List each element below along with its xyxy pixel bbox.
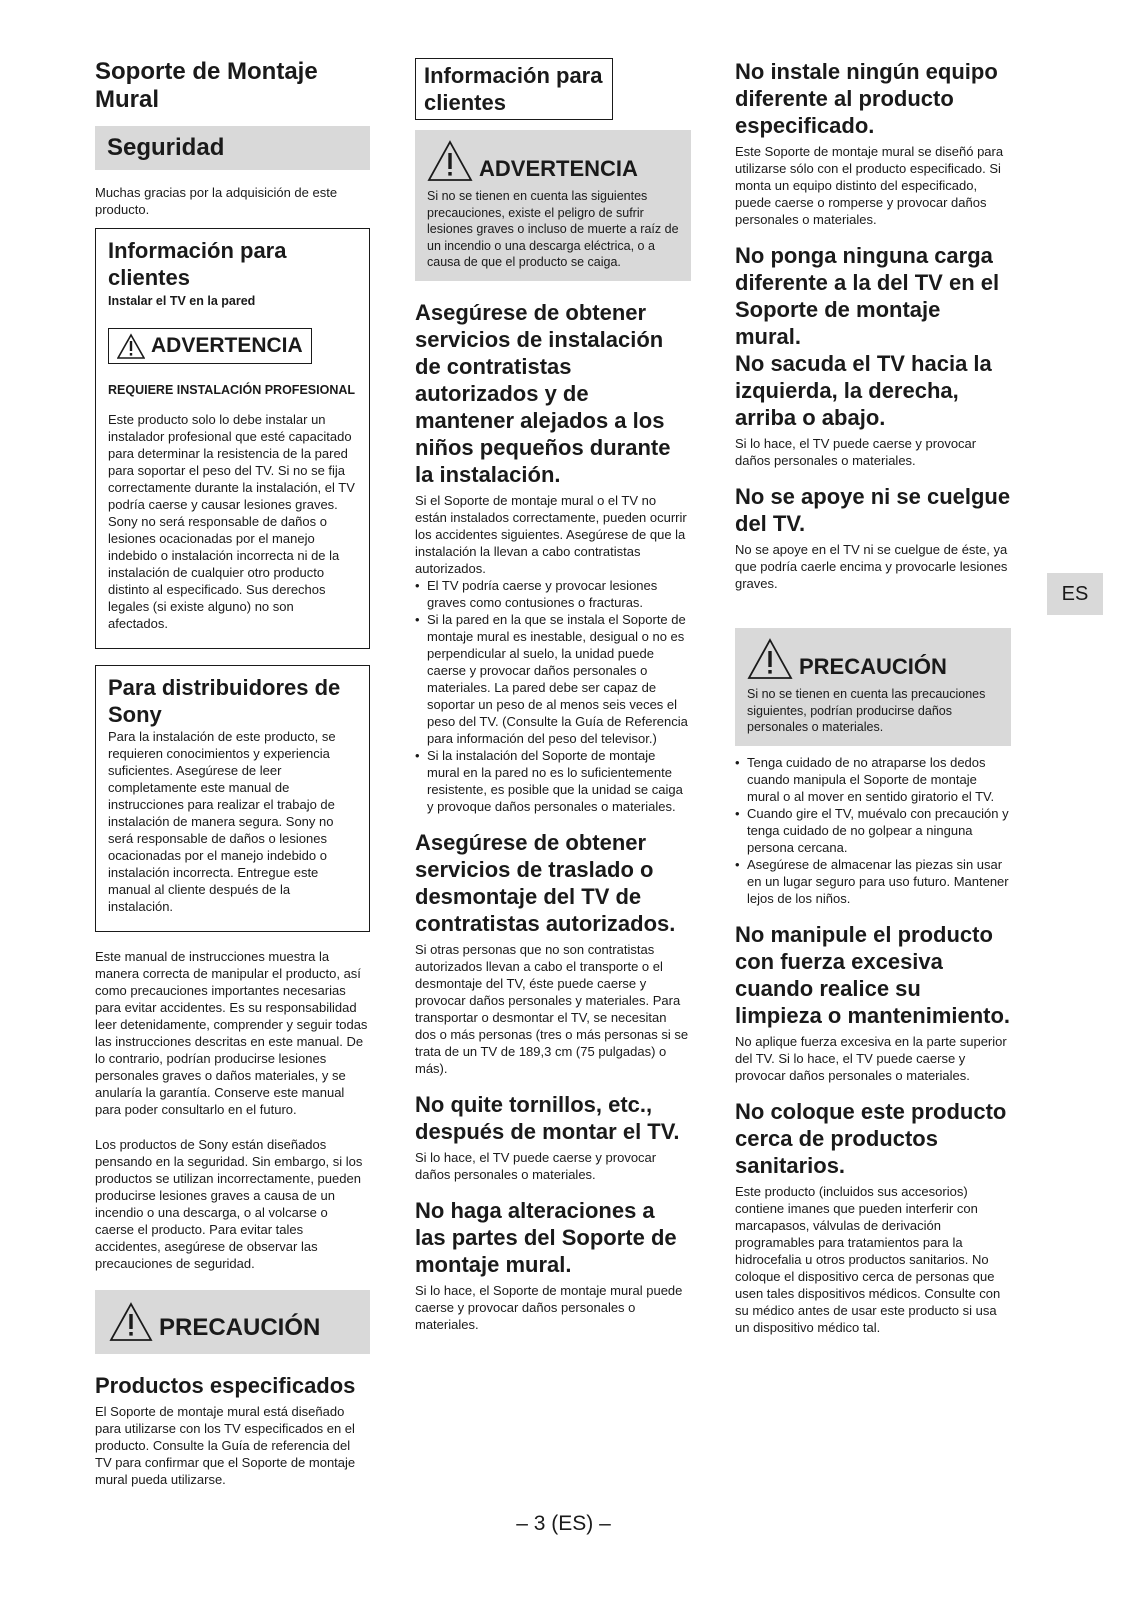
transport-heading: Asegúrese de obtener servicios de traslado o desmontaje del TV de contratistas autorizados. — [415, 829, 676, 936]
medical-text: Este producto (incluidos sus accesorios) contiene imanes que pueden interferir con marcapasos, válvulas de derivación programables para tratamientos para la hidrocefalia u otros productos sanitarios. No coloque el dispositivo cerca de personas que usen tales dispositivos médicos. Consulte con su médico antes de usar este producto si usa un dispositivo médico tal. — [735, 1183, 1001, 1335]
list-item: • Tenga cuidado de no atraparse los dedos cuando manipula el Soporte de montaje mural o al mover en sentido giratorio el TV. — [735, 754, 1011, 805]
force-heading: No manipule el producto con fuerza excesiva cuando realice su limpieza o mantenimiento. — [735, 921, 1011, 1028]
alter-text: Si lo hace, el Soporte de montaje mural puede caerse y provocar daños personales o materiales. — [415, 1282, 683, 1332]
column-2 — [415, 58, 691, 1339]
caution-text: PRECAUCIÓN — [159, 1314, 321, 1341]
column-1 — [95, 58, 370, 1494]
page-title: Soporte de Montaje Mural — [95, 58, 318, 113]
customer-info-box — [95, 228, 370, 649]
install-heading: Asegúrese de obtener servicios de instalación de contratistas autorizados y de mantener alejados a los niños pequeños durante la instalación. — [415, 299, 671, 487]
warning-triangle-icon — [747, 638, 793, 680]
safety-paragraph: Los productos de Sony están diseñados pensando en la seguridad. Sin embargo, si los productos se utilizan incorrectamente, pueden producirse lesiones graves a causa de un incendio o una descarga, o al volcarse o caerse el producto. Para evitar tales accidentes, asegúrese de observar las precauciones de seguridad. — [95, 1137, 363, 1271]
column-3 — [735, 58, 1011, 1342]
shake-heading: No sacuda el TV hacia la izquierda, la derecha, arriba o abajo. — [735, 351, 992, 430]
section-heading-security: Seguridad — [95, 126, 370, 170]
install-text: Si el Soporte de montaje mural o el TV no están instalados correctamente, pueden ocurrir los accidentes siguientes. Asegúrese de que la instalación la llevan a cabo contratistas autorizados. — [415, 492, 687, 576]
warning-body: Si no se tienen en cuenta las siguientes precauciones, existe el peligro de sufrir lesiones graves o incluso de muerte a raíz de un incendio o una descarga eléctrica, o a causa de que el producto se caiga. — [427, 189, 679, 269]
customer-info-text: Este producto solo lo debe instalar un instalador profesional que esté capacitado para determinar la resistencia de la pared para soportar el peso del TV. Si no se fija correctamente durante la instalación, el TV podría caerse y causar lesiones graves. Sony no será responsable de daños o lesiones ocacionadas por el manejo indebido o instalación incorrecta ni de la instalación de cualquier otro producto distinto al especificado. Sus derechos legales (si existe alguno) no son afectados. — [108, 412, 355, 631]
customer-info-subtitle: Instalar el TV en la pared — [108, 294, 256, 308]
list-item: • Cuando gire el TV, muévalo con precaución y tenga cuidado de no golpear a ninguna persona cercana. — [735, 805, 1011, 856]
caution-body: Si no se tienen en cuenta las precauciones siguientes, podrían producirse daños personales o materiales. — [747, 687, 986, 734]
page-number: – 3 (ES) – — [516, 1512, 611, 1535]
warning-triangle-icon — [109, 1302, 153, 1342]
manual-paragraph: Este manual de instrucciones muestra la manera correcta de manipular el producto, así como precauciones importantes necesarias para evitar accidentes. Es su responsabilidad leer detenidamente, comprender y seguir todas las instrucciones descritas en este manual. De lo contrario, podrían producirse lesiones personales graves o daños materiales, y se anularía la garantía. Conserve este manual para poder consultarlo en el futuro. — [95, 949, 368, 1117]
distributor-box — [95, 665, 370, 932]
thanks-text: Muchas gracias por la adquisición de este producto. — [95, 185, 338, 217]
caution-box — [735, 628, 1011, 746]
load-text: Si lo hace, el TV puede caerse y provocar daños personales o materiales. — [735, 436, 977, 468]
screws-text: Si lo hace, el TV puede caerse y provocar daños personales o materiales. — [415, 1149, 657, 1182]
caution-bullets — [735, 754, 1011, 907]
screws-heading: No quite tornillos, etc., después de montar el TV. — [415, 1091, 680, 1144]
list-item: • Asegúrese de almacenar las piezas sin usar en un lugar seguro para uso futuro. Mantener lejos de los niños. — [735, 856, 1011, 907]
lean-text: No se apoye en el TV ni se cuelgue de éste, ya que podría caerle encima y provocarle lesiones graves. — [735, 542, 1008, 591]
warning-box — [415, 130, 691, 281]
warning-triangle-icon — [117, 333, 145, 359]
warning-text: ADVERTENCIA — [151, 334, 303, 357]
warning-triangle-icon — [427, 140, 473, 182]
professional-install-note: REQUIERE INSTALACIÓN PROFESIONAL — [108, 383, 356, 397]
specified-products-heading: Productos especificados — [95, 1373, 356, 1398]
alter-heading: No haga alteraciones a las partes del Soporte de montaje mural. — [415, 1197, 677, 1277]
medical-heading: No coloque este producto cerca de productos sanitarios. — [735, 1098, 1007, 1178]
load-heading: No ponga ninguna carga diferente a la del TV en el Soporte de montaje mural. — [735, 243, 1000, 349]
list-item: • Si la instalación del Soporte de montaje mural en la pared no es lo suficientemente resistente, es posible que la unidad se caiga y provoque daños personales o materiales. — [415, 747, 691, 815]
caution-text: PRECAUCIÓN — [799, 654, 947, 679]
other-equipment-heading: No instale ningún equipo diferente al producto especificado. — [735, 59, 998, 138]
distributor-title: Para distribuidores de Sony — [108, 675, 341, 727]
language-tab: ES — [1047, 573, 1103, 615]
list-item: • Si la pared en la que se instala el Soporte de montaje mural es inestable, desigual o no es perpendicular al suelo, la unidad puede caerse y provocar daños personales o materiales. La pared debe ser capaz de soportar un peso de al menos seis veces el peso del TV. (Consulte la Guía de Referencia para información del peso del televisor.) — [415, 611, 691, 747]
specified-products-text: El Soporte de montaje mural está diseñado para utilizarse con los TV especificados en el producto. Consulte la Guía de referencia del TV para confirmar que el Soporte de montaje mural pueda utilizarse. — [95, 1404, 356, 1487]
other-equipment-text: Este Soporte de montaje mural se diseñó para utilizarse sólo con el producto especificado. Si monta un equipo distinto del especificado, puede caerse o romperse y provocar daños personales o materiales. — [735, 144, 1004, 227]
caution-banner — [95, 1290, 370, 1354]
transport-text: Si otras personas que no son contratistas autorizados llevan a cabo el transporte o el desmontaje del TV, éste puede caerse y provocar daños personales y materiales. Para transportar o desmontar el TV, se necesitan dos o más personas (tres o más personas si se trata de un TV de 189,3 cm (75 pulgadas) o más). — [415, 941, 689, 1076]
warning-label — [108, 328, 312, 364]
list-item: • El TV podría caerse y provocar lesiones graves como contusiones o fracturas. — [415, 577, 691, 611]
customer-info-title: Información para clientes — [108, 238, 287, 290]
force-text: No aplique fuerza excesiva en la parte superior del TV. Si lo hace, el TV puede caerse y provocar daños personales o materiales. — [735, 1033, 1007, 1083]
install-bullets — [415, 577, 691, 815]
warning-text: ADVERTENCIA — [479, 156, 638, 181]
distributor-text: Para la instalación de este producto, se requieren conocimientos y experiencia suficientes. Asegúrese de leer completamente este manual de instrucciones para realizar el trabajo de instalación de manera segura. Sony no será responsable de daños o lesiones ocacionadas por el manejo indebido o instalación incorrecta. Entregue este manual al cliente después de la instalación. — [108, 729, 336, 914]
lean-heading: No se apoye ni se cuelgue del TV. — [735, 484, 1011, 536]
customer-info-title-box: Información para clientes — [415, 58, 613, 120]
